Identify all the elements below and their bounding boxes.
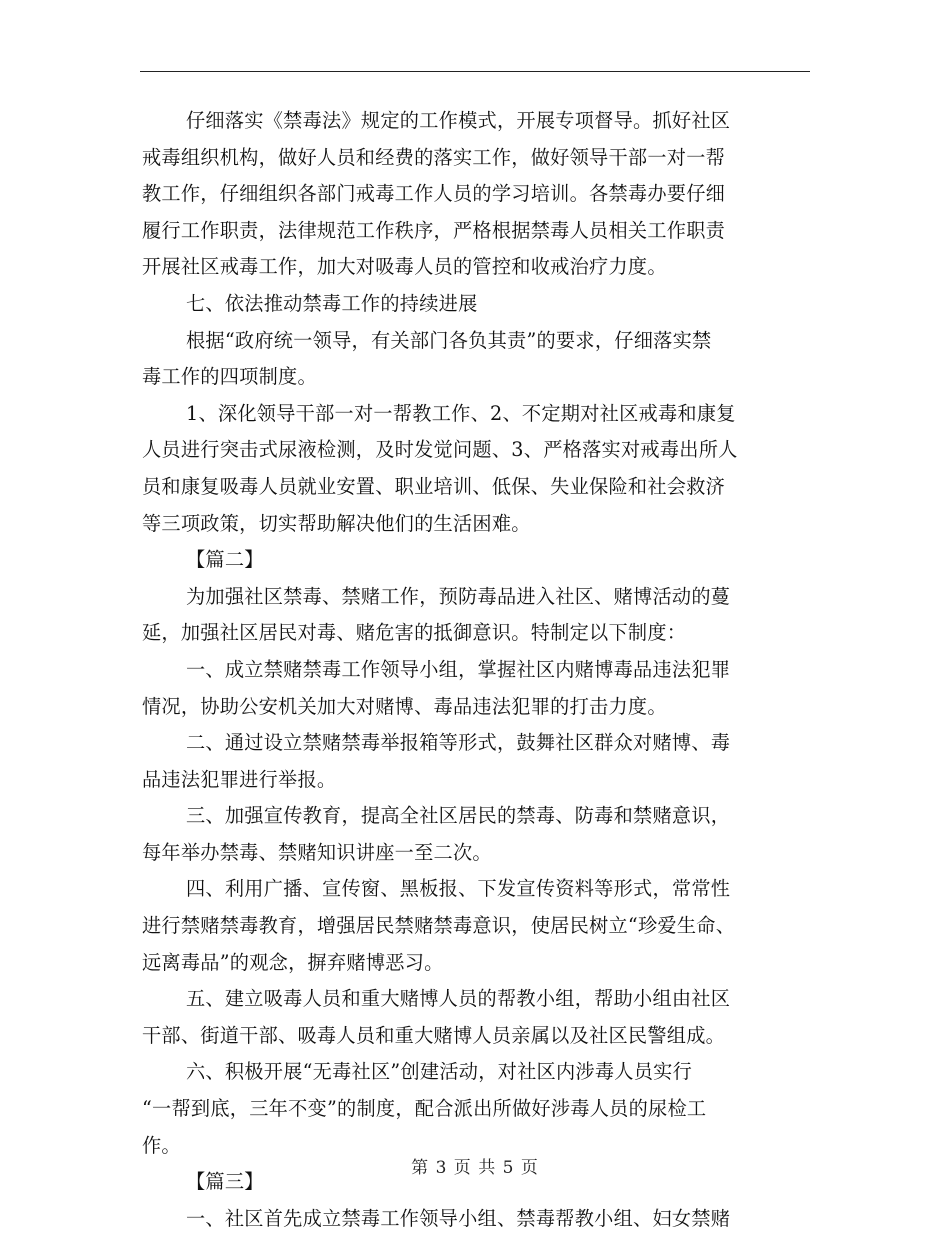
text-line: 履行工作职责，法律规范工作秩序，严格根据禁毒人员相关工作职责 [142, 218, 726, 242]
text-line: “一帮到底，三年不变”的制度，配合派出所做好涉毒人员的尿检工 [142, 1097, 707, 1121]
text-line: 五、建立吸毒人员和重大赌博人员的帮教小组，帮助小组由社区 [186, 987, 731, 1011]
text-line: 人员进行突击式尿液检测，及时发觉问题、3、严格落实对戒毒出所人 [142, 438, 738, 462]
text-line: 二、通过设立禁赌禁毒举报箱等形式，鼓舞社区群众对赌博、毒 [186, 731, 731, 755]
text-line: 情况，协助公安机关加大对赌博、毒品违法犯罪的打击力度。 [142, 694, 667, 718]
text-line: 一、社区首先成立禁毒工作领导小组、禁毒帮教小组、妇女禁赌 [186, 1206, 731, 1230]
text-line: 为加强社区禁毒、禁赌工作，预防毒品进入社区、赌博活动的蔓 [186, 584, 731, 608]
text-line: 作。 [142, 1133, 181, 1157]
text-line: 六、积极开展“无毒社区”创建活动，对社区内涉毒人员实行 [186, 1060, 693, 1084]
document-body [142, 103, 808, 1237]
text-line: 干部、街道干部、吸毒人员和重大赌博人员亲属以及社区民警组成。 [142, 1023, 726, 1047]
text-line: 一、成立禁赌禁毒工作领导小组，掌握社区内赌博毒品违法犯罪 [186, 657, 731, 681]
text-line: 1、深化领导干部一对一帮教工作、2、不定期对社区戒毒和康复 [186, 401, 736, 425]
page-number: 第 3 页 共 5 页 [411, 1158, 539, 1178]
text-line: 延，加强社区居民对毒、赌危害的抵御意识。特制定以下制度： [142, 621, 687, 645]
text-line: 进行禁赌禁毒教育，增强居民禁赌禁毒意识，使居民树立“珍爱生命、 [142, 914, 736, 938]
text-line: 等三项政策，切实帮助解决他们的生活困难。 [142, 511, 531, 535]
text-line: 【篇三】 [186, 1170, 264, 1194]
text-line: 三、加强宣传教育，提高全社区居民的禁毒、防毒和禁赌意识， [186, 804, 731, 828]
header-divider [140, 71, 810, 72]
text-line: 【篇二】 [186, 548, 264, 572]
text-line: 教工作，仔细组织各部门戒毒工作人员的学习培训。各禁毒办要仔细 [142, 182, 726, 206]
text-line: 四、利用广播、宣传窗、黑板报、下发宣传资料等形式，常常性 [186, 877, 731, 901]
text-line: 仔细落实《禁毒法》规定的工作模式，开展专项督导。抓好社区 [186, 109, 731, 132]
text-line: 毒工作的四项制度。 [142, 365, 317, 389]
text-line: 七、依法推动禁毒工作的持续进展 [186, 291, 478, 315]
text-line: 品违法犯罪进行举报。 [142, 767, 337, 791]
text-line: 戒毒组织机构，做好人员和经费的落实工作，做好领导干部一对一帮 [142, 145, 726, 169]
text-line: 开展社区戒毒工作，加大对吸毒人员的管控和收戒治疗力度。 [142, 255, 667, 279]
text-line: 员和康复吸毒人员就业安置、职业培训、低保、失业保险和社会救济 [142, 474, 726, 498]
text-line: 根据“政府统一领导，有关部门各负其责”的要求，仔细落实禁 [186, 328, 712, 352]
text-line: 每年举办禁毒、禁赌知识讲座一至二次。 [142, 840, 492, 864]
text-line: 远离毒品”的观念，摒弃赌博恶习。 [142, 950, 444, 974]
